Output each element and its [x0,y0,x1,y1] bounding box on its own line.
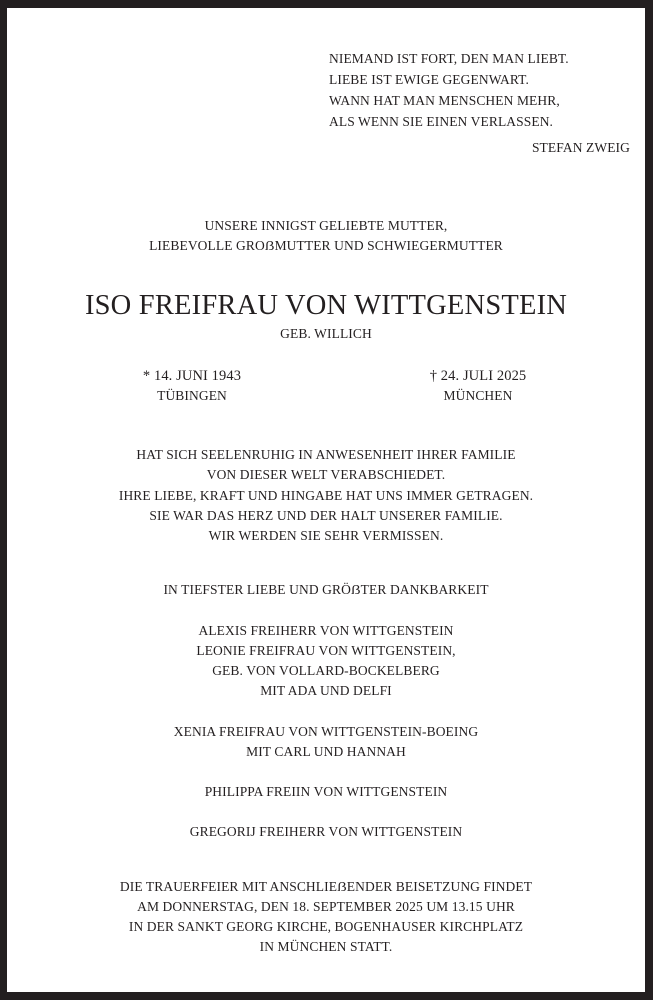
message-line: SIE WAR DAS HERZ UND DER HALT UNSERER FAMILIE. [149,508,503,523]
quote-line: LIEBE IST EWIGE GEGENWART. [329,72,529,87]
funeral-line: AM DONNERSTAG, DEN 18. SEPTEMBER 2025 UM 13.15 UHR [137,899,515,914]
death-place: MÜNCHEN [443,388,513,403]
quote-line: WANN HAT MAN MENSCHEN MEHR, [329,93,560,108]
funeral-line: DIE TRAUERFEIER MIT ANSCHLIEẞENDER BEISETZUNG FINDET [119,879,533,894]
message-line: HAT SICH SEELENRUHIG IN ANWESENHEIT IHRER FAMILIE [136,447,516,462]
maiden-name: GEB. WILLICH [280,326,372,341]
deceased-name: ISO FREIFRAU VON WITTGENSTEIN [84,290,568,321]
mourner-line: MIT ADA UND DELFI [260,683,392,698]
message-line: VON DIESER WELT VERABSCHIEDET. [206,467,446,482]
closing-line: IN TIEFSTER LIEBE UND GRÖẞTER DANKBARKEIT [163,582,489,597]
intro-line: LIEBEVOLLE GROẞMUTTER UND SCHWIEGERMUTTER [149,238,503,253]
mourner-line: MIT CARL UND HANNAH [246,744,406,759]
birth-place: TÜBINGEN [157,388,227,403]
quote-line: NIEMAND IST FORT, DEN MAN LIEBT. [329,51,569,66]
mourner-line: PHILIPPA FREIIN VON WITTGENSTEIN [204,784,448,799]
quote-line: ALS WENN SIE EINEN VERLASSEN. [329,114,554,129]
mourner-line: ALEXIS FREIHERR VON WITTGENSTEIN [198,623,454,638]
mourner-line: LEONIE FREIFRAU VON WITTGENSTEIN, [196,643,456,658]
death-date: † 24. JULI 2025 [429,368,527,384]
quote-author: STEFAN ZWEIG [531,140,630,155]
mourner-line: XENIA FREIFRAU VON WITTGENSTEIN-BOEING [173,724,479,739]
intro-line: UNSERE INNIGST GELIEBTE MUTTER, [204,218,448,233]
funeral-line: IN DER SANKT GEORG KIRCHE, BOGENHAUSER KIRCHPLATZ [128,919,524,934]
birth-date: * 14. JUNI 1943 [142,368,242,384]
mourner-line: GEB. VON VOLLARD-BOCKELBERG [212,663,440,678]
mourner-line: GREGORIJ FREIHERR VON WITTGENSTEIN [189,824,463,839]
message-line: IHRE LIEBE, KRAFT UND HINGABE HAT UNS IMMER GETRAGEN. [118,488,534,503]
message-line: WIR WERDEN SIE SEHR VERMISSEN. [208,528,444,543]
obituary-card [7,8,645,992]
funeral-line: IN MÜNCHEN STATT. [259,939,393,954]
